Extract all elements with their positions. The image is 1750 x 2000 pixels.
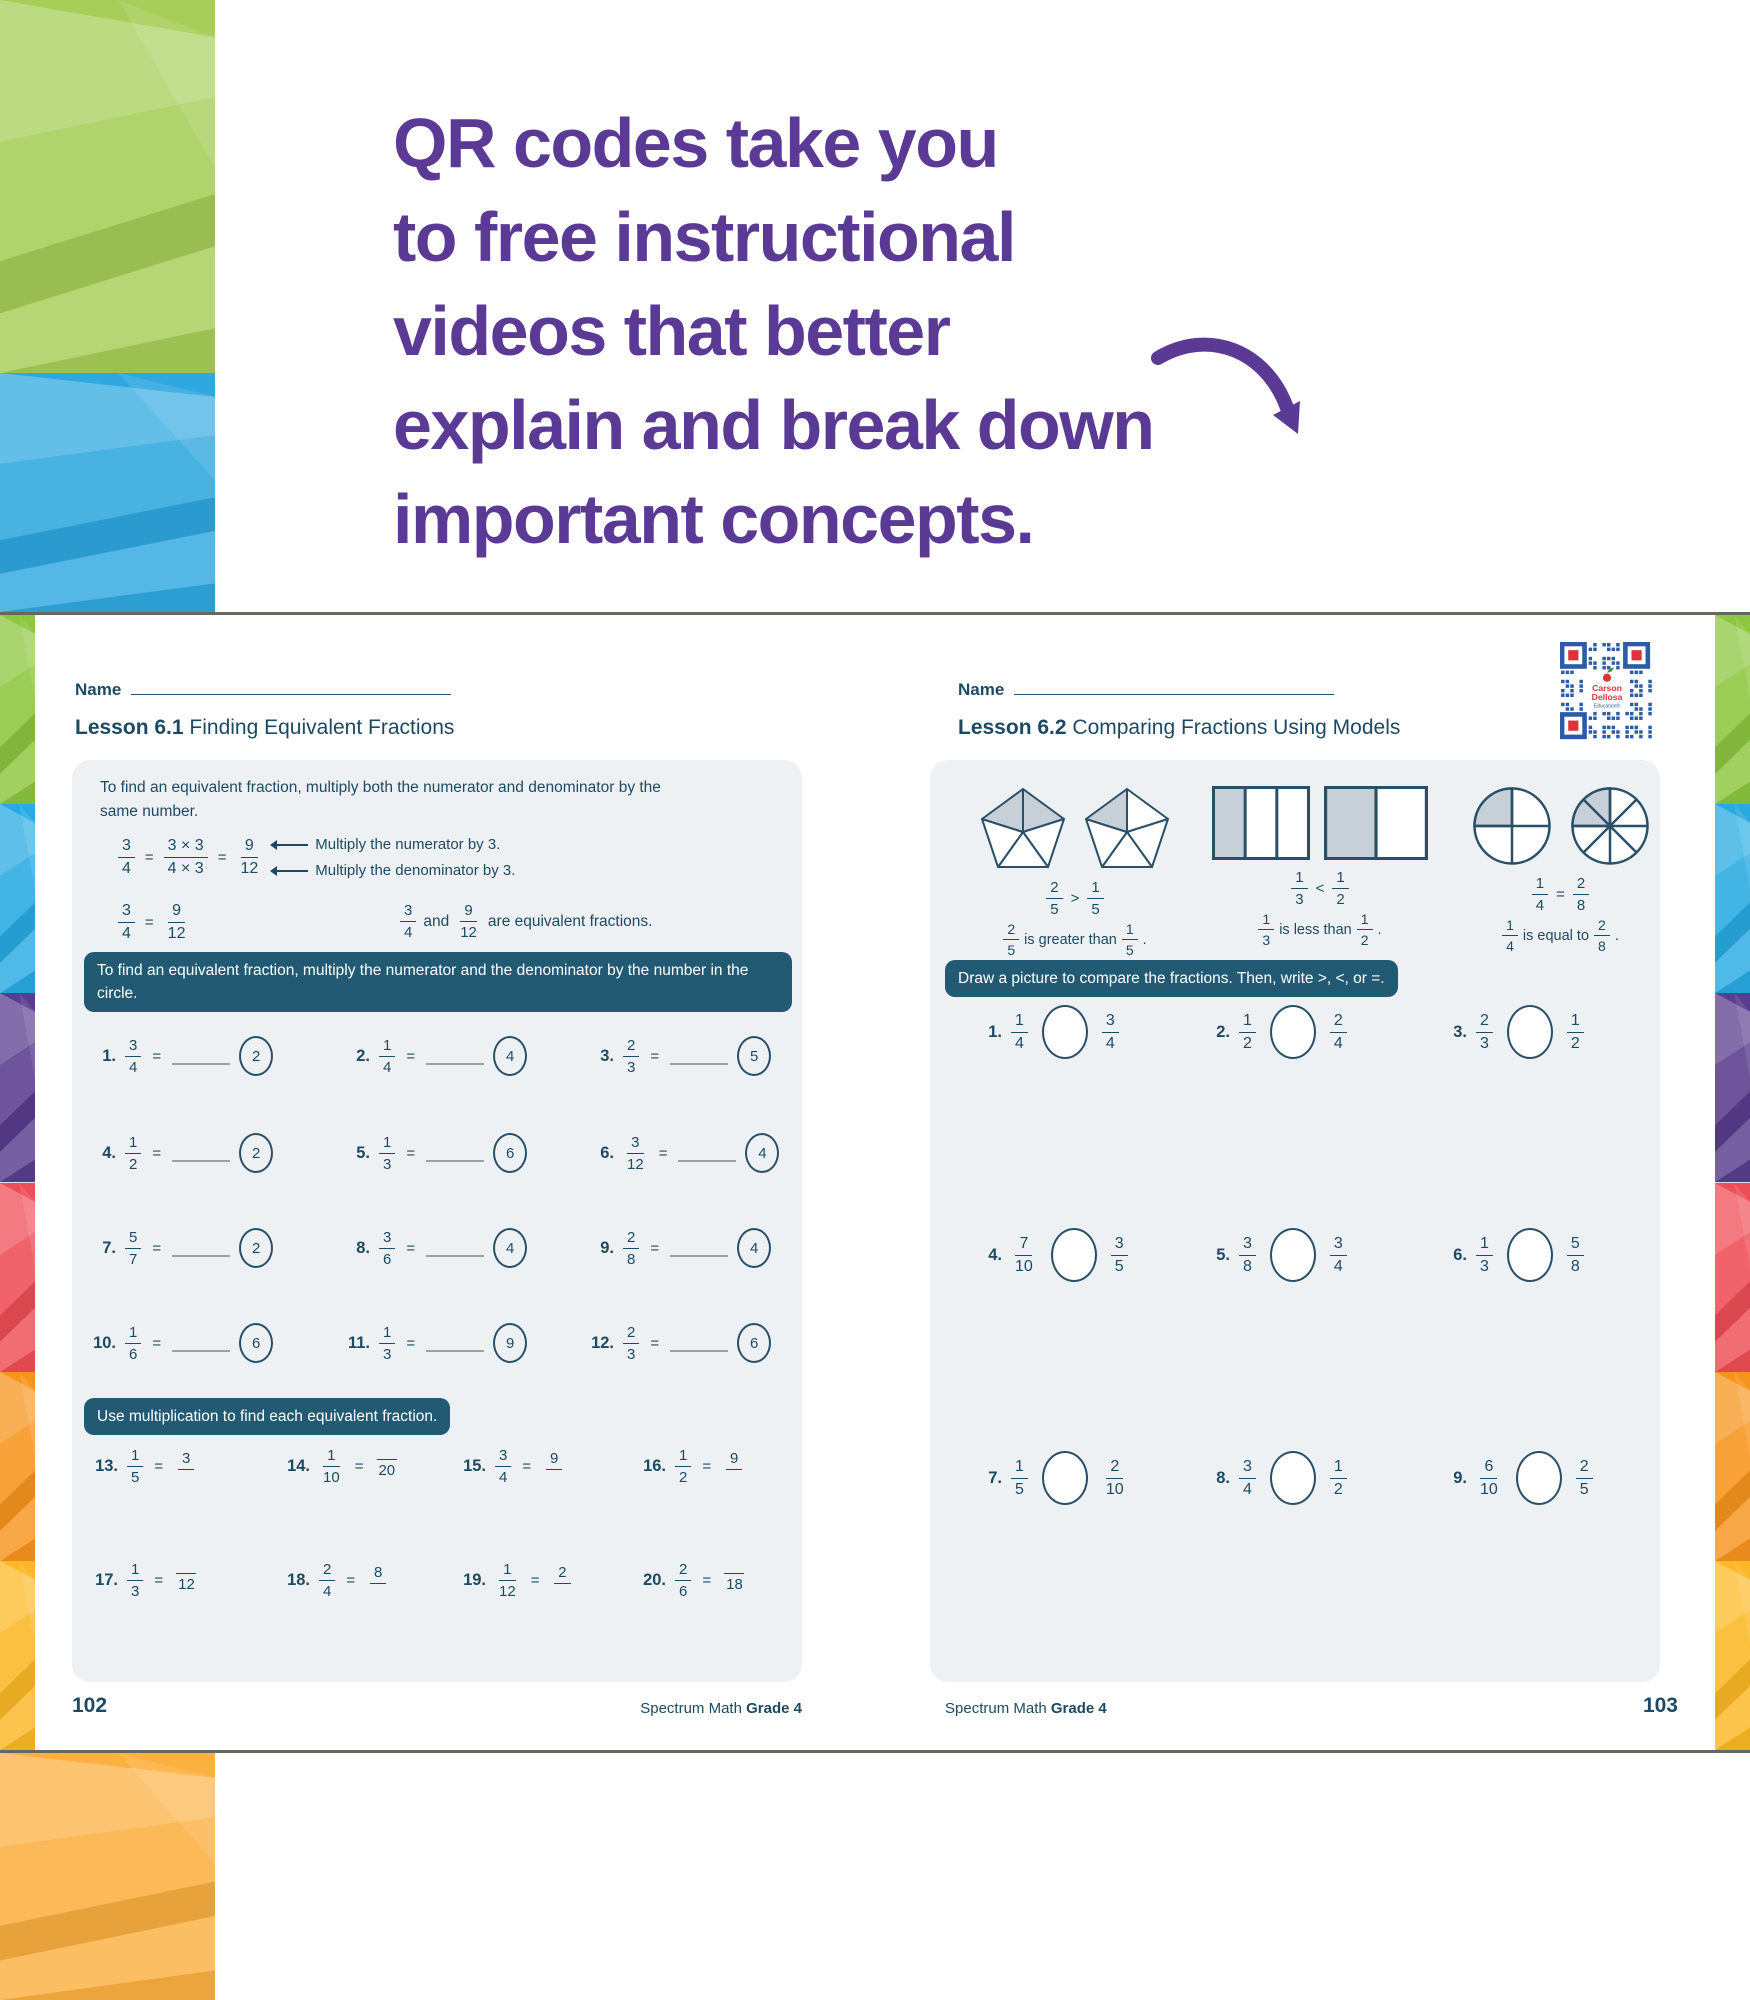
model-shapes (1208, 786, 1432, 860)
fraction: $\frac{3}{6}$ (379, 1230, 395, 1267)
numerator-note: Multiply the numerator by 3. (272, 836, 515, 853)
strip-segment (0, 1372, 35, 1561)
footer-grade: Grade 4 (1050, 1700, 1107, 1717)
partial-fraction[interactable]: 9 (542, 1451, 566, 1483)
fraction: $\frac{2}{10}$ (1105, 1457, 1124, 1498)
lesson-number: Lesson 6.1 (75, 716, 184, 739)
directions-banner-compare: Draw a picture to compare the fractions. Then, write >, <, or =. (945, 960, 1398, 997)
equivalent-fraction-problem: 12. $\frac{2}{3}$ = 6 (584, 1323, 771, 1363)
compare-fractions-problem (1437, 1451, 1593, 1505)
fraction: $\frac{5}{7}$ (125, 1230, 141, 1267)
equivalent-fraction-problem: 5. $\frac{1}{3}$ = 6 (340, 1133, 527, 1173)
fraction: $\frac{9}{12}$ (460, 902, 477, 941)
answer-blank[interactable] (172, 1239, 230, 1257)
compare-fractions-problem (1437, 1005, 1584, 1059)
problem-number: 15. (463, 1457, 486, 1475)
gold-facets (0, 1753, 215, 2000)
partial-fraction[interactable]: 2 (550, 1565, 574, 1597)
compare-fractions-problem (972, 1451, 1128, 1505)
answer-blank[interactable] (670, 1047, 728, 1065)
multiplication-problem: 18. $\frac{2}{4}$ = 8 (280, 1562, 390, 1599)
comparison-circle[interactable] (1270, 1451, 1316, 1505)
model-shapes (970, 786, 1180, 870)
partial-fraction[interactable]: 18 (722, 1569, 747, 1592)
multiplier-circle: 2 (239, 1133, 273, 1173)
blue-facets (0, 373, 215, 612)
answer-blank[interactable] (426, 1239, 484, 1257)
fraction: $\frac{2}{8}$ (1573, 876, 1589, 913)
problem-number: 6. (600, 1143, 614, 1162)
fraction: $\frac{1}{3}$ (379, 1325, 395, 1362)
equivalent-fraction-problem: 8. $\frac{3}{6}$ = 4 (340, 1228, 527, 1268)
fraction-model-pentagons (970, 786, 1180, 957)
fraction: $\frac{2}{5}$ (1576, 1459, 1593, 1498)
fraction: $\frac{3}{4}$ (400, 903, 416, 940)
problem-number: 9. (1453, 1468, 1467, 1487)
fraction: $\frac{2}{5}$ (1003, 922, 1019, 957)
fraction: $\frac{1}{2}$ (1239, 1013, 1256, 1052)
lesson-name: Finding Equivalent Fractions (189, 716, 455, 739)
fraction: $\frac{3 \times 3}{4 \times 3}$ (164, 838, 208, 877)
page-number-102: 102 (72, 1694, 108, 1717)
fraction: $\frac{1}{2}$ (1330, 1459, 1347, 1498)
problem-number: 5. (1216, 1245, 1230, 1264)
problem-number: 19. (463, 1571, 486, 1589)
problem-number: 12. (591, 1333, 614, 1352)
problem-number: 8. (356, 1238, 370, 1257)
fraction: $\frac{1}{5}$ (1087, 880, 1103, 917)
strip-segment (1715, 1183, 1750, 1372)
model-sentence: $\frac{2}{5}$ is greater than $\frac{1}{5}$ . (970, 922, 1180, 957)
fraction: $\frac{1}{4}$ (1011, 1013, 1028, 1052)
multiplication-problem: 20. $\frac{2}{6}$ = 18 (636, 1562, 747, 1599)
comparison-circle[interactable] (1516, 1451, 1562, 1505)
equivalent-fraction-problem: 1. $\frac{3}{4}$ = 2 (86, 1036, 273, 1076)
strip-segment (0, 615, 35, 804)
model-shapes (1458, 786, 1663, 866)
answer-blank[interactable] (426, 1047, 484, 1065)
fraction: $\frac{3}{4}$ (118, 838, 135, 877)
problem-number: 8. (1216, 1468, 1230, 1487)
model-comparison: $\frac{1}{4}$ = $\frac{2}{8}$ (1458, 876, 1663, 913)
multiplier-circle: 6 (737, 1323, 771, 1363)
answer-blank[interactable] (172, 1144, 230, 1162)
fraction: $\frac{1}{5}$ (1011, 1459, 1028, 1498)
worked-example: $\frac{3}{4}$ = $\frac{3 \times 3}{4 \times 3}$ = $\frac{9}{12}$ Multiply the numerator by 3. Multiply the denominator by 3. (118, 836, 515, 879)
lesson-number: Lesson 6.2 (958, 716, 1067, 739)
fraction: $\frac{2}{3}$ (623, 1325, 639, 1362)
fraction: $\frac{2}{8}$ (1594, 918, 1610, 953)
strip-segment (1715, 993, 1750, 1182)
apple-icon (1603, 674, 1611, 682)
name-line[interactable] (1014, 680, 1334, 695)
fraction: $\frac{2}{6}$ (675, 1562, 691, 1599)
problem-number: 13. (95, 1457, 118, 1475)
compare-fractions-problem (972, 1228, 1128, 1282)
fraction: $\frac{3}{8}$ (1239, 1236, 1256, 1275)
left-edge-color-strip (0, 615, 35, 1750)
fraction-model-circles (1458, 786, 1663, 953)
fraction: $\frac{3}{4}$ (118, 903, 135, 942)
problem-number: 11. (347, 1333, 370, 1352)
answer-blank[interactable] (426, 1334, 484, 1352)
fraction-model-squares (1208, 786, 1432, 947)
strip-segment (0, 993, 35, 1182)
fraction: $\frac{1}{4}$ (1532, 876, 1548, 913)
problem-number: 10. (93, 1333, 116, 1352)
strip-segment (1715, 1372, 1750, 1561)
fraction: $\frac{1}{6}$ (125, 1325, 141, 1362)
multiplier-circle: 4 (737, 1228, 771, 1268)
fraction: $\frac{1}{2}$ (675, 1448, 691, 1485)
name-label: Name (75, 680, 122, 699)
strip-segment (1715, 1561, 1750, 1750)
fraction: $\frac{1}{2}$ (1567, 1013, 1584, 1052)
fraction: $\frac{1}{2}$ (1357, 912, 1373, 947)
fraction: $\frac{1}{4}$ (379, 1038, 395, 1075)
fraction: $\frac{1}{5}$ (1122, 922, 1138, 957)
headline-line: videos that better (393, 292, 950, 370)
fraction: $\frac{1}{3}$ (127, 1562, 143, 1599)
partial-fraction[interactable]: 9 (722, 1451, 746, 1483)
multiplication-problem: 13. $\frac{1}{5}$ = 3 (88, 1448, 198, 1485)
answer-blank[interactable] (670, 1239, 728, 1257)
partial-fraction[interactable]: 20 (374, 1455, 399, 1478)
instruction-text: To find an equivalent fraction, multiply both the numerator and denominator by the same number. (100, 779, 661, 820)
partial-fraction[interactable]: 12 (174, 1569, 199, 1592)
comparison-circle[interactable] (1270, 1005, 1316, 1059)
fraction: $\frac{1}{2}$ (1332, 870, 1348, 907)
strip-segment (0, 804, 35, 993)
name-line[interactable] (131, 680, 451, 695)
answer-blank[interactable] (678, 1144, 736, 1162)
multiplication-problem: 19. $\frac{1}{12}$ = 2 (456, 1562, 574, 1599)
comparison-circle[interactable] (1507, 1005, 1553, 1059)
compare-fractions-problem (1200, 1005, 1347, 1059)
qr-code (1560, 642, 1654, 742)
worked-example-result: $\frac{3}{4}$ = $\frac{9}{12}$ (118, 903, 189, 942)
answer-blank[interactable] (172, 1334, 230, 1352)
example-notes (272, 836, 515, 879)
green-facets (0, 0, 215, 373)
multiplier-circle: 9 (493, 1323, 527, 1363)
name-row-right (958, 680, 1334, 700)
multiplication-problem: 15. $\frac{3}{4}$ = 9 (456, 1448, 566, 1485)
left-arrow-icon (272, 870, 308, 872)
fraction: $\frac{2}{4}$ (319, 1562, 335, 1599)
headline (393, 96, 1154, 566)
model-sentence: $\frac{1}{4}$ is equal to $\frac{2}{8}$ . (1458, 918, 1663, 953)
fraction: $\frac{6}{10}$ (1480, 1457, 1498, 1498)
equivalent-fraction-problem: 2. $\frac{1}{4}$ = 4 (340, 1036, 527, 1076)
fraction: $\frac{3}{4}$ (125, 1038, 141, 1075)
problem-number: 7. (988, 1468, 1002, 1487)
problem-number: 9. (600, 1238, 614, 1257)
fraction: $\frac{1}{12}$ (499, 1561, 516, 1600)
headline-line: explain and break down (393, 386, 1154, 464)
fraction: $\frac{3}{4}$ (1330, 1236, 1347, 1275)
problem-number: 18. (287, 1571, 310, 1589)
compare-fractions-problem (1200, 1228, 1347, 1282)
footer-grade: Grade 4 (746, 1700, 802, 1717)
multiplier-circle: 2 (239, 1036, 273, 1076)
page-number-103: 103 (1642, 1694, 1678, 1717)
equivalent-fractions-sentence: $\frac{3}{4}$ and $\frac{9}{12}$ are equivalent fractions. (400, 903, 652, 940)
headline-line: QR codes take you (393, 104, 998, 182)
svg-text:Carson: Carson (1592, 682, 1622, 693)
fraction: $\frac{1}{3}$ (1291, 870, 1307, 907)
lesson-name: Comparing Fractions Using Models (1072, 716, 1401, 739)
fraction: $\frac{1}{4}$ (1502, 918, 1518, 953)
fraction: $\frac{1}{3}$ (379, 1135, 395, 1172)
fraction: $\frac{1}{2}$ (125, 1135, 141, 1172)
fraction: $\frac{2}{8}$ (623, 1230, 639, 1267)
problem-number: 2. (356, 1046, 370, 1065)
problem-number: 1. (102, 1046, 116, 1065)
headline-line: important concepts. (393, 480, 1034, 558)
right-edge-color-strip (1715, 615, 1750, 1750)
fraction: $\frac{1}{3}$ (1476, 1236, 1493, 1275)
fraction: $\frac{9}{12}$ (240, 837, 259, 877)
equivalent-fraction-problem: 6. $\frac{3}{12}$ = 4 (584, 1133, 779, 1173)
problem-number: 2. (1216, 1022, 1230, 1041)
headline-line: to free instructional (393, 198, 1015, 276)
multiplication-problem: 16. $\frac{1}{2}$ = 9 (636, 1448, 746, 1485)
fraction: $\frac{7}{10}$ (1015, 1234, 1033, 1275)
equivalent-fraction-problem: 11. $\frac{1}{3}$ = 9 (340, 1323, 527, 1363)
bottom-left-color-block (0, 1753, 215, 2000)
answer-blank[interactable] (670, 1334, 728, 1352)
denominator-note: Multiply the denominator by 3. (272, 862, 515, 879)
fraction: $\frac{2}{5}$ (1046, 880, 1062, 917)
comparison-circle[interactable] (1507, 1228, 1553, 1282)
problem-number: 3. (1453, 1022, 1467, 1041)
model-comparison: $\frac{2}{5}$ > $\frac{1}{5}$ (970, 880, 1180, 917)
strip-segment (0, 1183, 35, 1372)
comparison-circle[interactable] (1051, 1228, 1097, 1282)
problem-number: 14. (287, 1457, 310, 1475)
fraction: $\frac{1}{10}$ (323, 1447, 340, 1486)
equivalent-fraction-problem: 7. $\frac{5}{7}$ = 2 (86, 1228, 273, 1268)
multiplier-circle: 4 (745, 1133, 779, 1173)
problem-number: 20. (643, 1571, 666, 1589)
answer-blank[interactable] (172, 1047, 230, 1065)
fraction: $\frac{5}{8}$ (1567, 1236, 1584, 1275)
multiplier-circle: 2 (239, 1228, 273, 1268)
svg-text:Dellosa: Dellosa (1591, 692, 1623, 703)
left-page-panel (72, 760, 802, 1682)
fraction: $\frac{3}{4}$ (1102, 1013, 1119, 1052)
svg-text:Education®: Education® (1593, 703, 1621, 710)
footer-right (945, 1700, 1107, 1717)
fraction: $\frac{2}{3}$ (623, 1038, 639, 1075)
fraction: $\frac{1}{5}$ (127, 1448, 143, 1485)
problem-number: 6. (1453, 1245, 1467, 1264)
lesson-title-right (958, 716, 1400, 740)
multiplier-circle: 6 (239, 1323, 273, 1363)
model-comparison: $\frac{1}{3}$ < $\frac{1}{2}$ (1208, 870, 1432, 907)
problem-number: 5. (356, 1143, 370, 1162)
left-arrow-icon (272, 844, 308, 846)
problem-number: 3. (600, 1046, 614, 1065)
multiplication-problem: 17. $\frac{1}{3}$ = 12 (88, 1562, 199, 1599)
problem-number: 17. (95, 1571, 118, 1589)
partial-fraction[interactable]: 8 (366, 1565, 390, 1597)
comparison-circle[interactable] (1270, 1228, 1316, 1282)
problem-number: 1. (988, 1022, 1002, 1041)
compare-fractions-problem (1200, 1451, 1347, 1505)
equivalent-fraction-problem: 4. $\frac{1}{2}$ = 2 (86, 1133, 273, 1173)
problem-number: 4. (102, 1143, 116, 1162)
fraction: $\frac{3}{4}$ (495, 1448, 511, 1485)
multiplier-circle: 5 (737, 1036, 771, 1076)
partial-fraction[interactable]: 3 (174, 1451, 198, 1483)
name-label: Name (958, 680, 1005, 699)
top-left-color-block (0, 0, 215, 612)
fraction: $\frac{2}{4}$ (1330, 1013, 1347, 1052)
lesson-title-left (75, 716, 454, 740)
fraction: $\frac{3}{5}$ (1111, 1236, 1128, 1275)
problem-number: 16. (643, 1457, 666, 1475)
fraction: $\frac{1}{3}$ (1258, 912, 1274, 947)
strip-segment (1715, 804, 1750, 993)
comparison-circle[interactable] (1042, 1451, 1088, 1505)
strip-segment (1715, 615, 1750, 804)
footer-series: Spectrum Math (945, 1700, 1047, 1717)
equivalent-fraction-problem: 9. $\frac{2}{8}$ = 4 (584, 1228, 771, 1268)
footer-series: Spectrum Math (640, 1700, 742, 1717)
problem-number: 7. (102, 1238, 116, 1257)
model-sentence: $\frac{1}{3}$ is less than $\frac{1}{2}$ . (1208, 912, 1432, 947)
directions-banner-circle: To find an equivalent fraction, multiply the numerator and the denominator by the number in the circle. (84, 952, 792, 1012)
compare-fractions-problem (972, 1005, 1119, 1059)
comparison-circle[interactable] (1042, 1005, 1088, 1059)
directions-banner-multiplication: Use multiplication to find each equivalent fraction. (84, 1398, 450, 1435)
answer-blank[interactable] (426, 1144, 484, 1162)
problem-number: 4. (988, 1245, 1002, 1264)
fraction: $\frac{2}{3}$ (1476, 1013, 1493, 1052)
multiplier-circle: 4 (493, 1228, 527, 1268)
compare-fractions-problem (1437, 1228, 1584, 1282)
equivalent-fraction-problem: 3. $\frac{2}{3}$ = 5 (584, 1036, 771, 1076)
multiplication-problem: 14. $\frac{1}{10}$ = 20 (280, 1448, 399, 1485)
multiplier-circle: 6 (493, 1133, 527, 1173)
equivalent-fraction-problem: 10. $\frac{1}{6}$ = 6 (86, 1323, 273, 1363)
fraction: $\frac{9}{12}$ (167, 902, 186, 942)
footer-left (500, 1700, 802, 1717)
fraction: $\frac{3}{4}$ (1239, 1459, 1256, 1498)
strip-segment (0, 1561, 35, 1750)
multiplier-circle: 4 (493, 1036, 527, 1076)
arrow-icon (1150, 328, 1310, 446)
name-row-left (75, 680, 451, 700)
fraction: $\frac{3}{12}$ (627, 1133, 644, 1173)
